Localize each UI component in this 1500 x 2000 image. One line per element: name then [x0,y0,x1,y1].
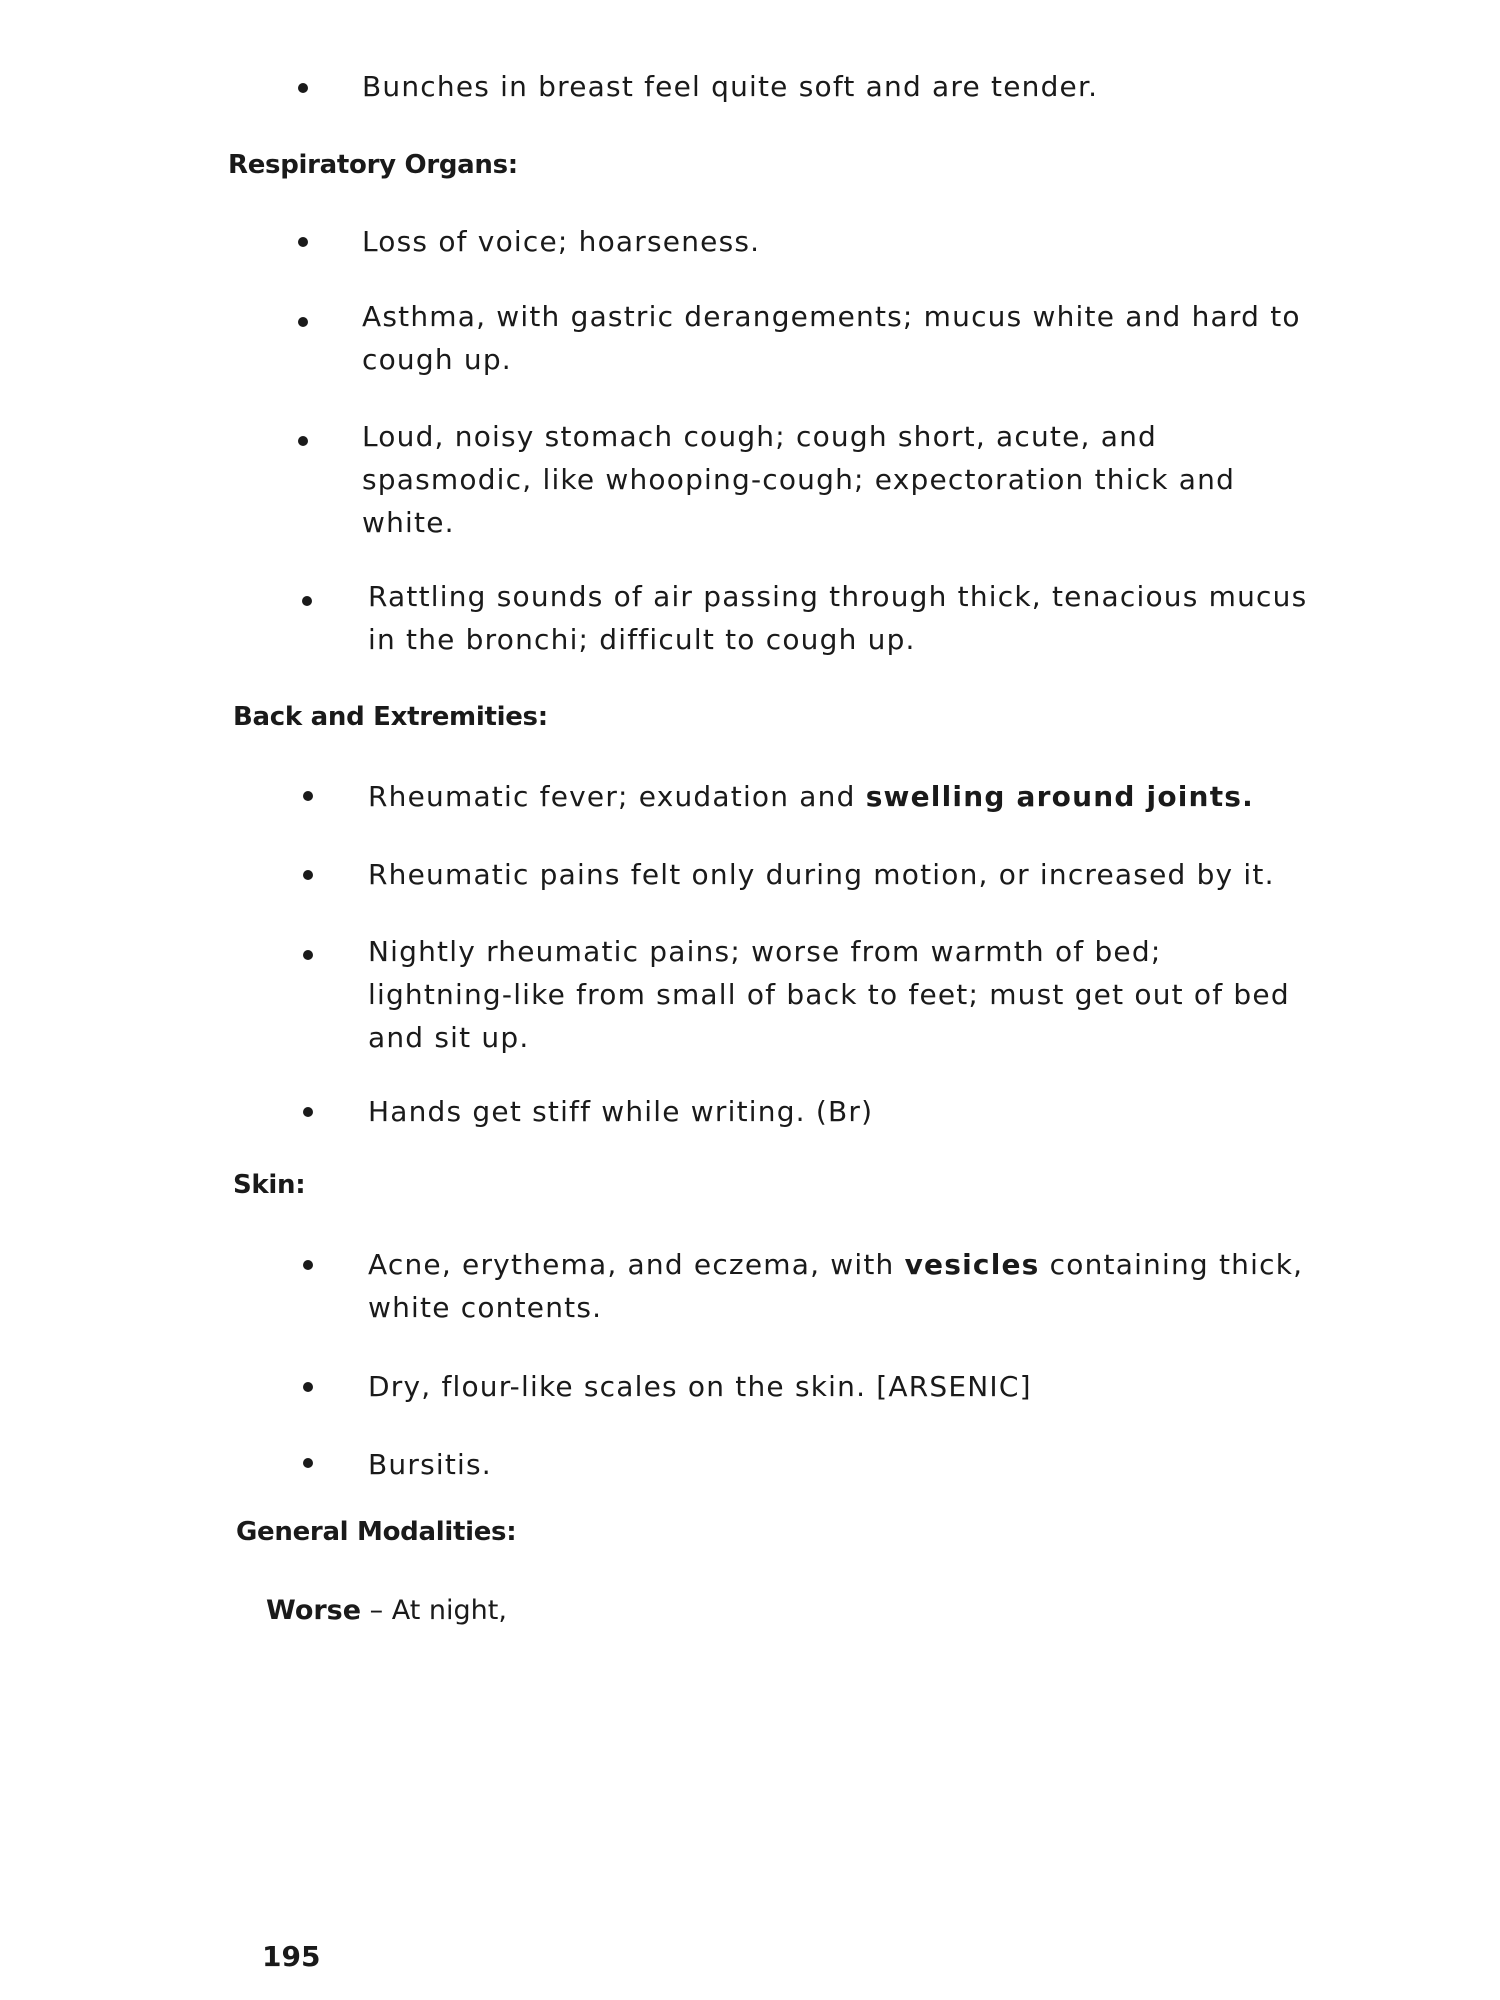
bullet-icon [303,1107,313,1117]
item-text: Nightly rheumatic pains; worse from warmth of bed; lightning-like from small of back to feet; must get out of bed and sit up. [368,935,1290,1054]
worse-text: – At night, [361,1595,507,1626]
bullet-icon [298,436,308,446]
item-text: Bursitis. [368,1448,492,1481]
bullet-icon [303,950,313,960]
bullet-icon [303,1260,313,1270]
item-text [368,1243,1308,1329]
item-text [368,775,1308,818]
section-title-back: Back and Extremities: [233,702,548,732]
item-text-plain: Rheumatic fever; exudation and [368,780,866,813]
item-text: Rattling sounds of air passing through thick, tenacious mucus in the bronchi; difficult to cough up. [368,580,1308,656]
bullet-icon [302,596,312,606]
item-text: Bunches in breast feel quite soft and are tender. [362,70,1099,103]
item-text: Loss of voice; hoarseness. [362,225,761,258]
item-text-plain: containing thick, white contents. [368,1248,1304,1324]
item-text: Rheumatic pains felt only during motion, or increased by it. [368,858,1275,891]
worse-label: Worse [266,1595,362,1626]
item-text: Asthma, with gastric derangements; mucus white and hard to cough up. [362,300,1301,376]
section-title-respiratory: Respiratory Organs: [228,150,518,180]
bullet-icon [298,317,308,327]
item-text-plain: Acne, erythema, and eczema, with [368,1248,905,1281]
bullet-icon [303,870,313,880]
item-text-bold: vesicles [904,1248,1040,1281]
bullet-icon [303,1458,313,1468]
section-title-skin: Skin: [233,1170,306,1200]
bullet-icon [303,791,313,801]
item-text: Hands get stiff while writing. (Br) [368,1095,874,1128]
worse-line [266,1595,507,1626]
item-text: Dry, flour-like scales on the skin. [ARSENIC] [368,1370,1032,1403]
item-text: Loud, noisy stomach cough; cough short, acute, and spasmodic, like whooping-cough; expectoration thick and white. [362,420,1236,539]
bullet-icon [303,1382,313,1392]
item-text-bold: swelling around joints. [865,780,1254,813]
bullet-icon [298,83,308,93]
page-number: 195 [262,1940,321,1973]
section-title-modalities: General Modalities: [236,1517,517,1547]
bullet-icon [298,237,308,247]
